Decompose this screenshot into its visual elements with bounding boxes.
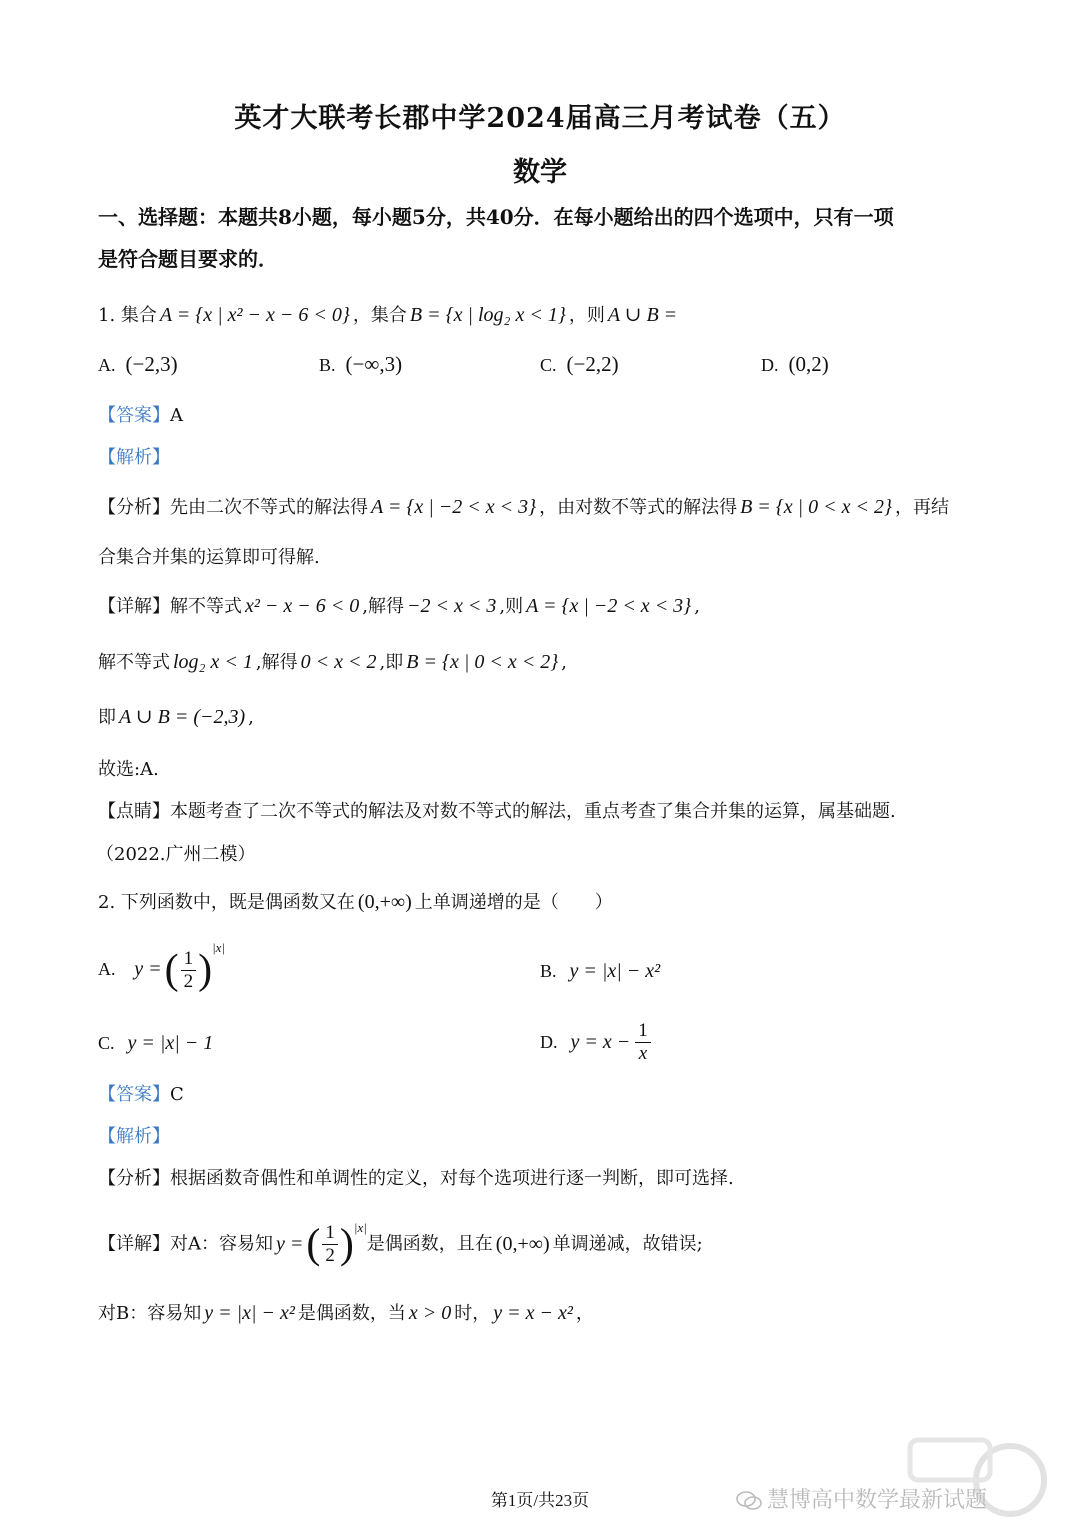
q2-xiangjie-line2: 对B：容易知 y = |x| − x² 是偶函数，当 x > 0 时， y = x − x² ， <box>98 1302 594 1324</box>
q1-fenxi-line2: 合集合并集的运算即可得解. <box>98 547 320 568</box>
page-footer: 第1页/共23页 <box>490 1491 590 1510</box>
q1-stem-tail: ，则 <box>568 305 605 326</box>
q2-optD-fraction: $\frac{1}{x}$ <box>635 1020 651 1065</box>
q1-xiangjie-line1: 【详解】解不等式 x² − x − 6 < 0 ,解得 −2 < x < 3 ,则 A = {x | −2 < x < 3} , <box>98 595 700 617</box>
q1-dianjing: 【点睛】本题考查了二次不等式的解法及对数不等式的解法，重点考查了集合并集的运算，属基础题. <box>98 801 896 822</box>
q2-xj-fraction: $\frac{1}{2}$ <box>322 1222 338 1267</box>
q1-analysis-heading: 【解析】 <box>98 447 170 468</box>
q1-stem-mid: ，集合 <box>352 305 407 326</box>
q1-option-d: D. (0,2) <box>761 352 829 376</box>
q2-option-c: C. y = |x| − 1 <box>98 1032 214 1054</box>
q2-option-a: A. y =( $\frac{1}{2}$ )$^{|x|}$ <box>98 940 226 993</box>
q1-fenxi-line1: 【分析】先由二次不等式的解法得 A = {x | −2 < x < 3} ，由对数不等式的解法得 B = {x | 0 < x < 2} ，再结 <box>98 496 950 518</box>
q1-option-c: C. (−2,2) <box>540 352 619 376</box>
q1-option-b: B. (−∞,3) <box>319 352 403 376</box>
q1-set-b: B = {x | log₂ x < 1} <box>409 304 566 326</box>
q1-xiangjie-line2: 解不等式 log₂ x < 1 ,解得 0 < x < 2 ,即 B = {x | 0 < x < 2} , <box>98 651 567 673</box>
q2-analysis-heading: 【解析】 <box>98 1126 170 1147</box>
q2-source: （2022.广州二模） <box>96 844 256 865</box>
q1-option-a: A. (−2,3) <box>98 352 178 376</box>
q2-fenxi: 【分析】根据函数奇偶性和单调性的定义，对每个选项进行逐一判断，即可选择. <box>98 1168 734 1189</box>
q2-stem: 2. 下列函数中，既是偶函数又在 (0,+∞) 上单调递增的是（ ） <box>98 891 613 913</box>
q1-number: 1. 集合 <box>98 305 157 326</box>
q2-optA-fraction: $\frac{1}{2}$ <box>181 948 197 993</box>
subject-title: 数学 <box>513 157 567 188</box>
q1-set-a: A = {x | x² − x − 6 < 0} <box>159 304 350 326</box>
section-heading-line2: 是符合题目要求的． <box>98 247 278 271</box>
q1-union-expr: A ∪ B = <box>607 304 678 326</box>
q2-option-b: B. y = |x| − x² <box>540 960 661 982</box>
q2-xiangjie-line1: 【详解】对A：容易知 y =( $\frac{1}{2}$ )$^{|x|}$是偶函数，且在 (0,+∞) 单调递减，故错误; <box>98 1220 703 1268</box>
q1-xiangjie-line3: 即 A ∪ B = (−2,3) , <box>98 706 254 728</box>
q2-option-d: D. y = x − $\frac{1}{x}$ <box>540 1020 653 1065</box>
q1-answer: 【答案】A <box>98 405 183 426</box>
q1-stem <box>98 303 680 328</box>
exam-title: 英才大联考长郡中学2024届高三月考试卷（五） <box>234 103 846 134</box>
watermark: 慧博高中数学最新试题 <box>735 1483 987 1514</box>
section-heading-line1: 一、选择题：本题共8小题，每小题5分，共40分．在每小题给出的四个选项中，只有一项 <box>98 205 894 229</box>
q1-xiangjie-line4: 故选:A. <box>98 759 159 780</box>
q2-answer: 【答案】C <box>98 1084 184 1105</box>
